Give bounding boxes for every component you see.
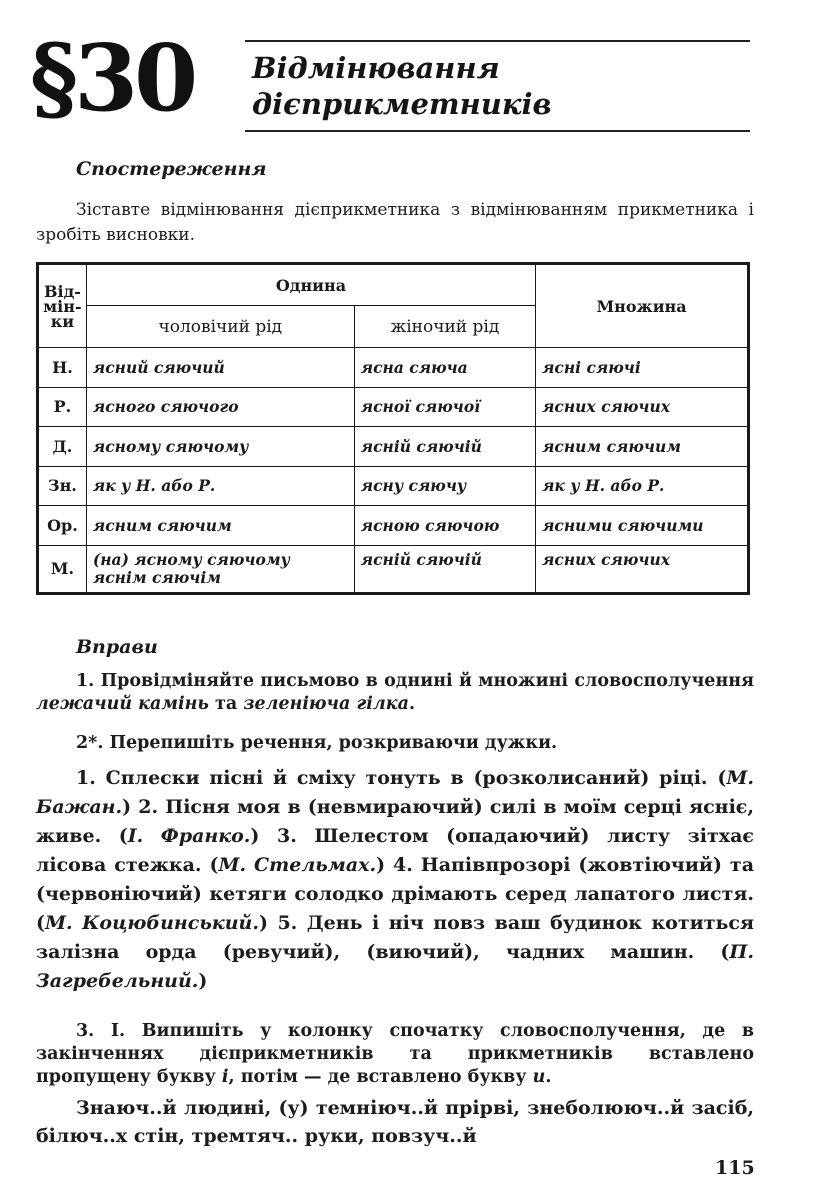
case-label: Р. [38,387,87,427]
table-row [38,466,749,506]
table-cell-line: (на) ясному сяючому [92,549,290,569]
exercises-heading: Вправи [76,636,158,658]
exercise-1 [36,670,754,716]
sentence-text: 1. Сплески пісні й сміху тонуть в (розколисаний) ріці. ( [76,767,727,789]
observation-heading: Спостереження [76,158,267,180]
sentence-text: ) 5. День і ніч повз ваш будинок котиться залізна орда (ревучий), (виючий), чадних машин. ( [36,912,754,963]
case-label: Д. [38,427,87,467]
table-cell: ясною сяючою [354,506,535,546]
table-cell: ясний сяючий [86,348,354,388]
table-cell: ясні сяючі [536,348,749,388]
section-number: §30 [30,24,195,132]
exercise-3-letter: и [532,1067,546,1087]
table-cell: ясним сяючим [86,506,354,546]
section-title-line2: дієприкметників [252,87,552,121]
case-label: М. [38,545,87,593]
sentence-text: ) 4. Напівпрозорі (жовтіючий) та (червоніючий) кетяги солодко дрімають серед лапатого листя. ( [36,854,754,934]
author-name: М. Коцюбинський. [45,912,259,934]
table-row [38,387,749,427]
case-label: Зн. [38,466,87,506]
table-cell: ясну сяючу [354,466,535,506]
table-cell: ясній сяючій [354,545,535,593]
declension-table [36,262,750,595]
table-row [38,506,749,546]
case-label: Н. [38,348,87,388]
exercise-1-text: та [208,694,244,714]
plural-header: Множина [536,264,749,348]
exercise-1-phrase: лежачий камінь [36,694,209,714]
author-name: М. Стельмах. [218,854,377,876]
section-title [252,50,552,122]
masculine-header: чоловічий рід [86,306,354,348]
table-cell: як у Н. або Р. [536,466,749,506]
exercise-3-text: . [545,1067,552,1087]
table-cell-line: яснім сяючім [92,567,221,587]
exercise-1-text: 1. Провідміняйте письмово в однині й множині словосполучення [76,671,754,691]
exercise-1-phrase: зеленіюча гілка [243,694,409,714]
exercise-2-task: 2*. Перепишіть речення, розкриваючи дужки. [76,733,558,753]
feminine-header: жіночий рід [354,306,535,348]
exercise-3-letter: і [221,1067,229,1087]
table-cell: ясному сяючому [86,427,354,467]
table-cell: ясного сяючого [86,387,354,427]
table-cell: ясній сяючій [354,427,535,467]
table-row [38,545,749,593]
table-cell [86,545,354,593]
observation-task: Зіставте відмінювання дієприкметника з відмінюванням прикметника і зробіть висновки. [36,200,754,245]
page-number: 115 [715,1157,755,1179]
table-cell: ясних сяючих [536,387,749,427]
author-name: І. Франко. [127,825,251,847]
sentence-text: ) 2. Пісня моя в (невмираючий) силі в моїм серці ясніє, живе. ( [36,796,754,847]
author-name: П. Загребельний. [36,941,754,992]
exercise-2-sentences [36,764,754,996]
exercise-3-task [36,1020,754,1089]
table-cell: як у Н. або Р. [86,466,354,506]
section-title-line1: Відмінювання [252,51,500,85]
sentence-text: ) [198,970,208,992]
title-rule-top [245,40,750,42]
table-cell: ясної сяючої [354,387,535,427]
table-cell: ясним сяючим [536,427,749,467]
table-row [38,348,749,388]
exercise-3-text: 3. І. Випишіть у колонку спочатку словосполучення, де в закінченнях дієприкметників та прикметників вставлено пропущену букву [36,1021,754,1087]
exercise-1-text: . [408,694,416,714]
author-name: М. Бажан. [36,767,754,818]
table-cell: ясна сяюча [354,348,535,388]
exercise-3-text: , потім — де вставлено букву [228,1067,533,1087]
table-cell: ясних сяючих [536,545,749,593]
case-column-header: Від-мін-ки [38,264,87,348]
exercise-3-words: Знаюч..й людині, (у) темніюч..й прірві, знеболююч..й засіб, білюч..х стін, тремтяч.. руки, повзуч..й [36,1097,754,1147]
table-row [38,427,749,467]
sentence-text: ) 3. Шелестом (опадаючий) листу зітхає лісова стежка. ( [36,825,754,876]
singular-header: Однина [86,264,535,306]
table-cell: ясними сяючими [536,506,749,546]
title-rule-bottom [245,130,750,132]
case-label: Ор. [38,506,87,546]
